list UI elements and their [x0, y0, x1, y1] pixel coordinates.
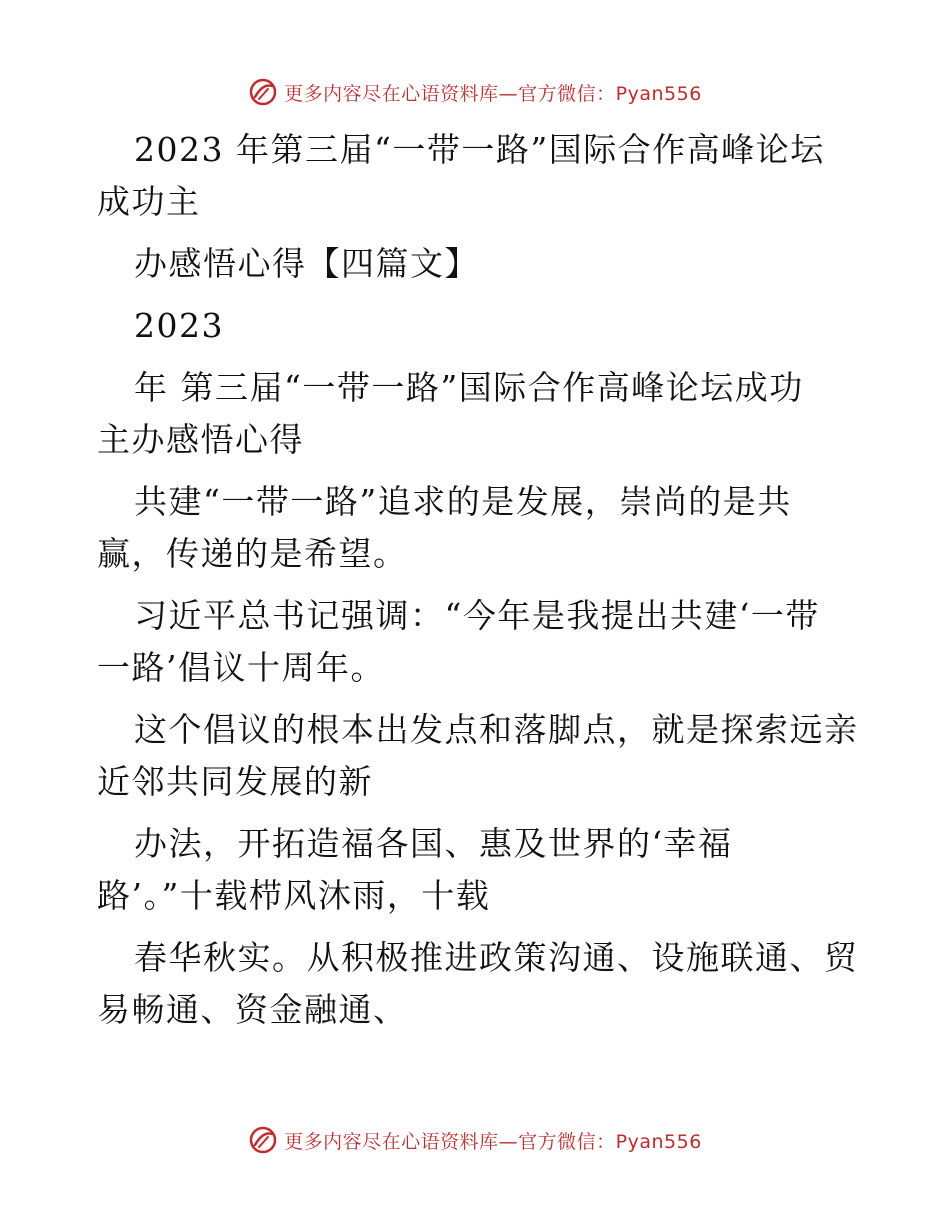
brand-logo-icon	[248, 77, 278, 107]
banner-text: 更多内容尽在心语资料库—官方微信：Pyan556	[284, 82, 702, 105]
title-line-1: 2023 年第三届“一带一路”国际合作高峰论坛	[134, 130, 825, 169]
footer-banner	[0, 1120, 950, 1160]
paragraph-5-line-2: 易畅通、资金融通、	[97, 990, 408, 1029]
paragraph-1-line-2: 赢，传递的是希望。	[97, 534, 408, 573]
paragraph-4-line-1: 办法，开拓造福各国、惠及世界的‘幸福	[134, 824, 733, 863]
subtitle-line-2: 主办感悟心得	[97, 420, 304, 459]
paragraph-3-line-1: 这个倡议的根本出发点和落脚点，就是探索远亲	[134, 710, 859, 749]
paragraph-3-line-2: 近邻共同发展的新	[97, 762, 373, 801]
title-line-3: 办感悟心得【四篇文】	[134, 244, 479, 283]
paragraph-5-line-1: 春华秋实。从积极推进政策沟通、设施联通、贸	[134, 938, 859, 977]
paragraph-2-line-1: 习近平总书记强调：“今年是我提出共建‘一带	[134, 596, 820, 635]
paragraph-1-line-1: 共建“一带一路”追求的是发展，崇尚的是共	[134, 482, 792, 521]
title-line-2: 成功主	[97, 182, 201, 221]
paragraph-2-line-2: 一路’倡议十周年。	[97, 648, 385, 687]
subtitle-year: 2023	[134, 306, 224, 345]
header-banner	[0, 72, 950, 112]
banner-text: 更多内容尽在心语资料库—官方微信：Pyan556	[284, 1130, 702, 1153]
brand-logo-icon	[248, 1125, 278, 1155]
paragraph-4-line-2: 路’。”十载栉风沐雨，十载	[97, 876, 491, 915]
subtitle-line-1: 年 第三届“一带一路”国际合作高峰论坛成功	[134, 368, 804, 407]
document-body	[97, 124, 857, 1036]
